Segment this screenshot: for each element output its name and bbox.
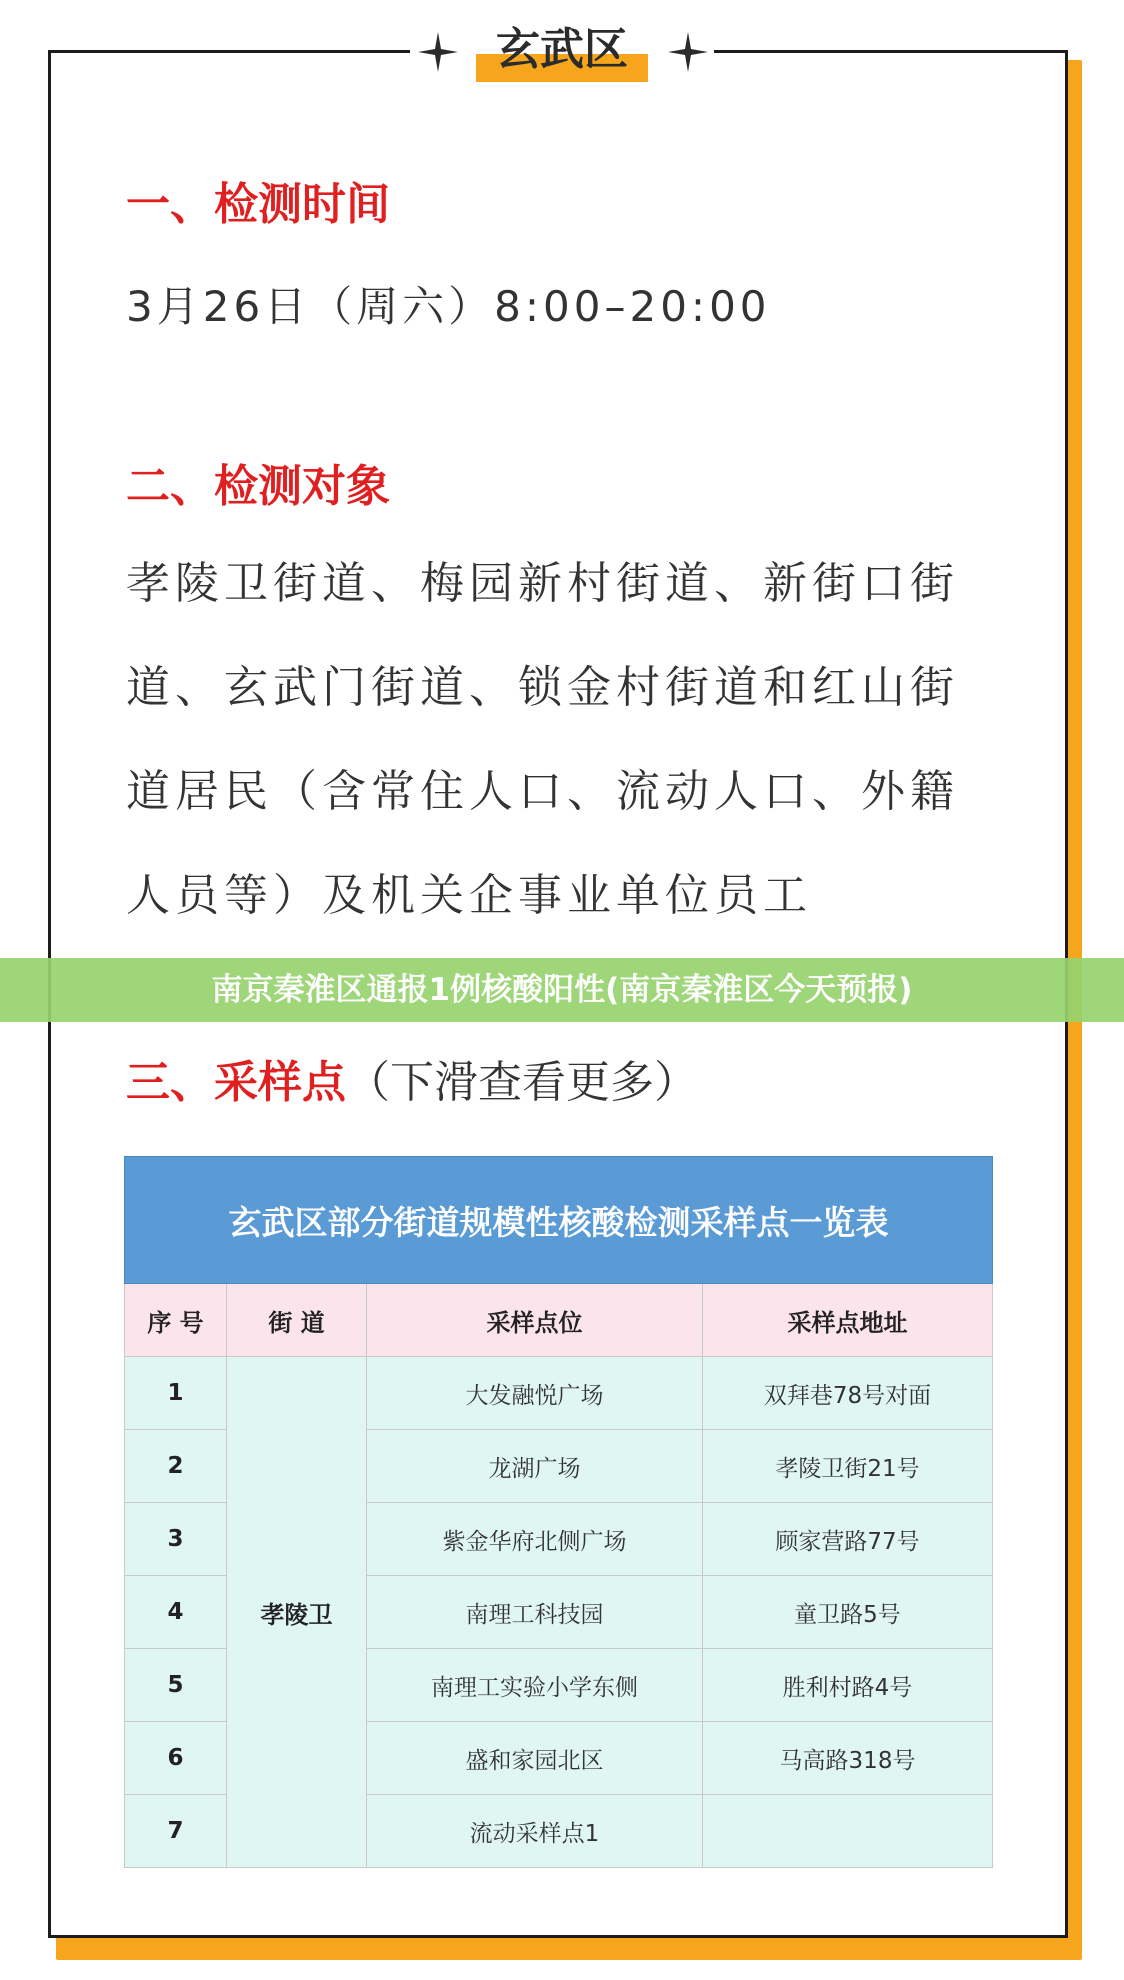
test-time: 3月26日（周六）8:00–20:00 — [126, 282, 771, 331]
section2-title: 二、检测对象 — [126, 461, 390, 512]
row-no: 7 — [125, 1795, 227, 1868]
row-site: 流动采样点1 — [367, 1795, 703, 1868]
sparkle-right-icon — [668, 32, 708, 72]
row-address: 胜利村路4号 — [703, 1649, 993, 1722]
table-title: 玄武区部分街道规模性核酸检测采样点一览表 — [125, 1157, 993, 1284]
row-no: 6 — [125, 1722, 227, 1795]
header-no: 序 号 — [125, 1284, 227, 1357]
row-no: 5 — [125, 1649, 227, 1722]
district-title: 玄武区 — [496, 24, 628, 75]
header-site: 采样点位 — [367, 1284, 703, 1357]
sampling-sites-table[interactable] — [124, 1156, 992, 1847]
test-target-line-4: 人员等）及机关企事业单位员工 — [126, 870, 812, 921]
row-address: 顾家营路77号 — [703, 1503, 993, 1576]
row-address: 孝陵卫街21号 — [703, 1430, 993, 1503]
section1-title: 一、检测时间 — [126, 179, 390, 230]
row-site: 大发融悦广场 — [367, 1357, 703, 1430]
row-address: 双拜巷78号对面 — [703, 1357, 993, 1430]
test-target-line-3: 道居民（含常住人口、流动人口、外籍 — [126, 766, 959, 817]
row-site: 龙湖广场 — [367, 1430, 703, 1503]
table-header-row — [125, 1284, 993, 1357]
row-address: 童卫路5号 — [703, 1576, 993, 1649]
row-site: 紫金华府北侧广场 — [367, 1503, 703, 1576]
row-address: 马高路318号 — [703, 1722, 993, 1795]
scroll-hint: （下滑查看更多） — [346, 1057, 698, 1108]
row-site: 盛和家园北区 — [367, 1722, 703, 1795]
row-no: 2 — [125, 1430, 227, 1503]
header-street: 街 道 — [227, 1284, 367, 1357]
row-street: 孝陵卫 — [227, 1357, 367, 1868]
overlay-banner[interactable]: 南京秦淮区通报1例核酸阳性(南京秦淮区今天预报) — [0, 958, 1124, 1022]
row-address — [703, 1795, 993, 1868]
row-site: 南理工科技园 — [367, 1576, 703, 1649]
section3-title-text: 三、采样点 — [126, 1057, 346, 1108]
row-no: 1 — [125, 1357, 227, 1430]
test-target-line-1: 孝陵卫街道、梅园新村街道、新街口街 — [126, 558, 959, 609]
sparkle-left-icon — [418, 32, 458, 72]
row-site: 南理工实验小学东侧 — [367, 1649, 703, 1722]
test-target-line-2: 道、玄武门街道、锁金村街道和红山街 — [126, 662, 959, 713]
table-row — [125, 1357, 993, 1430]
section3-title — [126, 1046, 698, 1110]
row-no: 4 — [125, 1576, 227, 1649]
row-no: 3 — [125, 1503, 227, 1576]
header-address: 采样点地址 — [703, 1284, 993, 1357]
